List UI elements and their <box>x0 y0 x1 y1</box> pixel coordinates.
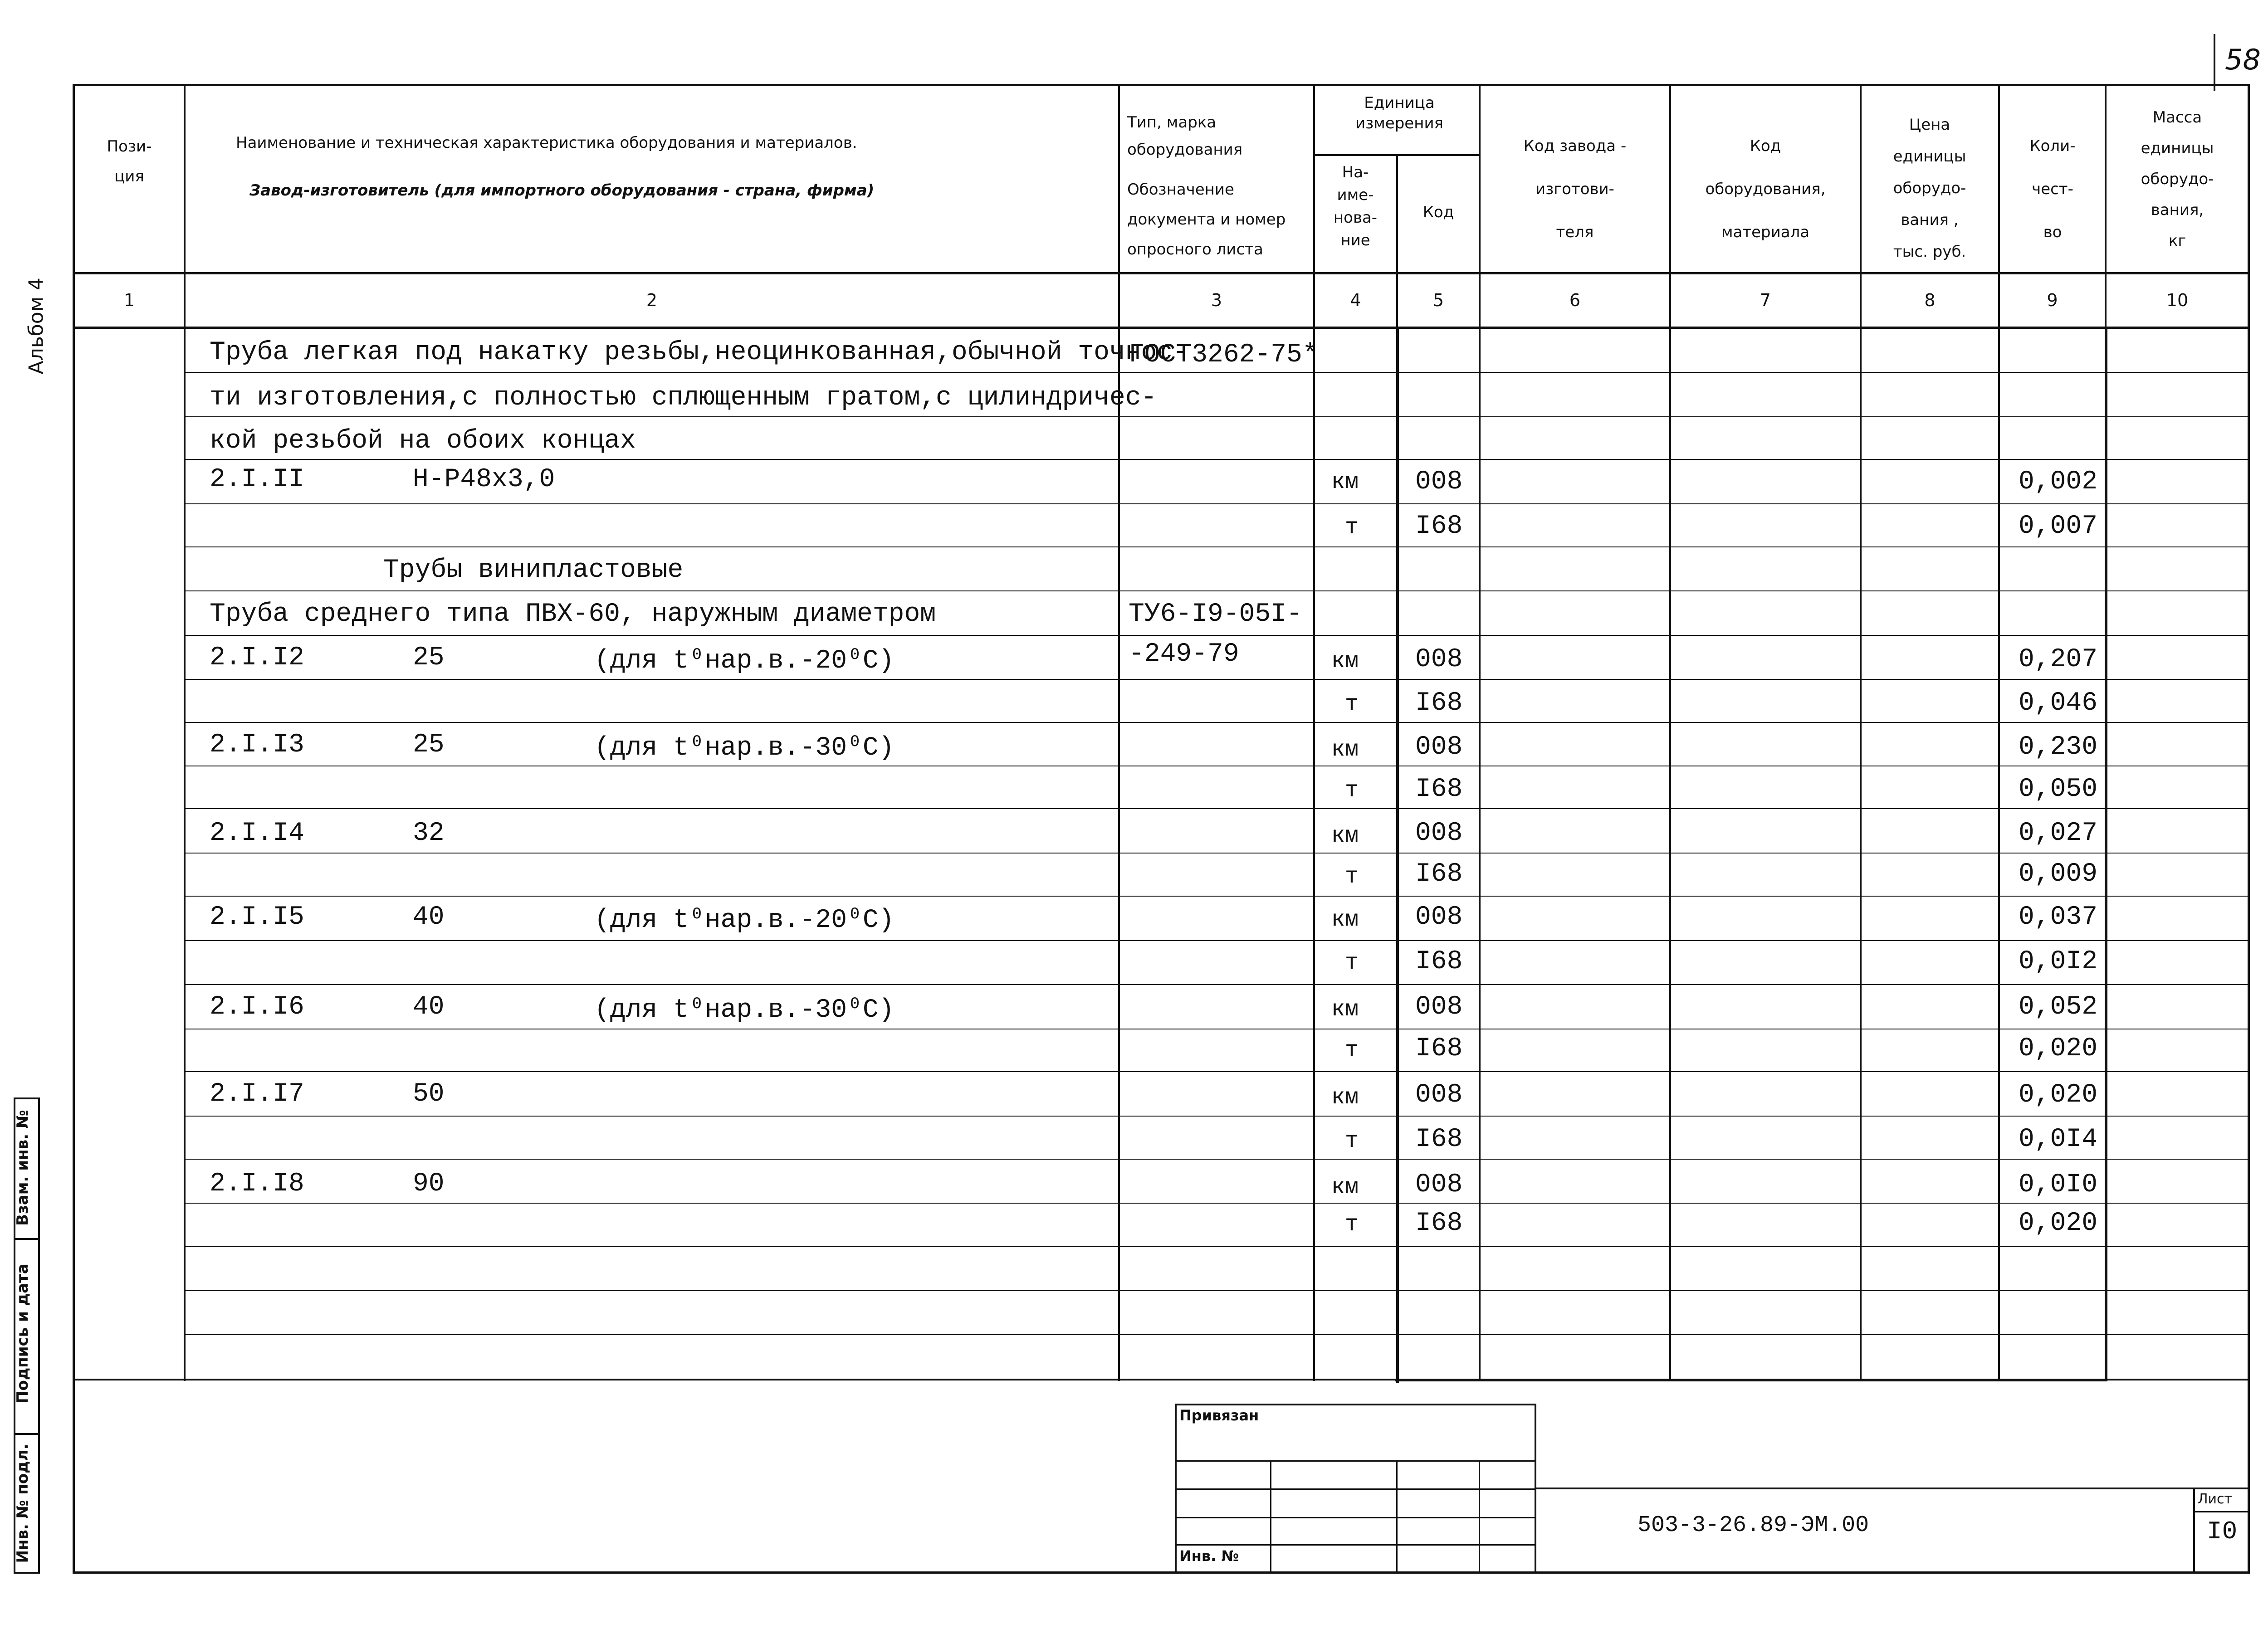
row-qty: 0,0I2 <box>2019 947 2098 976</box>
header-price: Цена единицы оборудо- вания , тыс. руб. <box>1893 116 1966 261</box>
row-unit: км <box>1331 997 1359 1023</box>
row-unit: т <box>1345 692 1359 717</box>
header-type: Тип, марка оборудования <box>1127 113 1243 159</box>
row-code: 008 <box>1415 732 1463 762</box>
row-code: 008 <box>1415 819 1463 848</box>
row-size: 40 <box>413 902 445 932</box>
row-name: Труба среднего типа ПВХ-60, наружным диаметром <box>210 600 936 629</box>
row-code: I68 <box>1415 947 1463 976</box>
sheet-number: I0 <box>2207 1517 2238 1546</box>
row-qty: 0,009 <box>2019 859 2098 889</box>
row-unit: т <box>1345 1128 1359 1154</box>
row-size: 25 <box>413 730 445 760</box>
row-unit: км <box>1331 737 1359 763</box>
row-qty: 0,007 <box>2019 512 2098 541</box>
col-number-1: 1 <box>123 290 135 310</box>
row-unit: км <box>1331 907 1359 933</box>
row-position: 2.I.I2 <box>210 643 304 673</box>
row-unit: км <box>1331 649 1359 674</box>
stamp-privyazan: Привязан <box>1179 1407 1259 1424</box>
stamp-inv-podl: Инв. № подл. <box>14 1444 32 1563</box>
header-unit-name: На- име- нова- ние <box>1333 163 1378 249</box>
col-number-6: 6 <box>1569 290 1581 310</box>
row-qty: 0,230 <box>2019 732 2098 762</box>
row-doc: -249-79 <box>1129 639 1239 669</box>
row-name: кой резьбой на обоих концах <box>210 426 636 456</box>
row-unit: т <box>1345 1038 1359 1063</box>
row-unit: т <box>1345 1212 1359 1238</box>
row-qty: 0,020 <box>2019 1080 2098 1110</box>
col-number-3: 3 <box>1211 290 1222 310</box>
row-code: 008 <box>1415 467 1463 497</box>
row-code: 008 <box>1415 992 1463 1022</box>
row-qty: 0,020 <box>2019 1209 2098 1238</box>
row-size: 40 <box>413 992 445 1022</box>
document-code: 503-3-26.89-ЭМ.00 <box>1637 1512 1869 1538</box>
stamp-vzam-inv: Взам. инв. № <box>14 1110 32 1226</box>
row-position: 2.I.II <box>210 465 304 494</box>
row-position: 2.I.I7 <box>210 1079 304 1109</box>
row-code: I68 <box>1415 1034 1463 1063</box>
row-qty: 0,207 <box>2019 645 2098 674</box>
header-unit-code: Код <box>1422 203 1454 221</box>
row-size: 50 <box>413 1079 445 1109</box>
header-factory-code: Код завода - изготови- теля <box>1523 137 1627 241</box>
row-unit: т <box>1345 950 1359 976</box>
row-qty: 0,020 <box>2019 1034 2098 1063</box>
row-unit: т <box>1345 778 1359 804</box>
row-code: 008 <box>1415 645 1463 674</box>
row-qty: 0,0I4 <box>2019 1125 2098 1154</box>
row-note: (для t⁰нар.в.-30⁰С) <box>594 995 894 1025</box>
row-code: I68 <box>1415 688 1463 718</box>
row-qty: 0,046 <box>2019 688 2098 718</box>
row-unit: т <box>1345 864 1359 890</box>
row-unit: км <box>1331 1175 1359 1200</box>
header-unit: Единица измерения <box>1355 94 1444 132</box>
col-number-4: 4 <box>1350 290 1361 310</box>
stamp-signature-date: Подпись и дата <box>14 1263 32 1404</box>
row-size: Н-Р48х3,0 <box>413 465 555 494</box>
header-name-line2: Завод-изготовитель (для импортного оборудования - страна, фирма) <box>249 181 875 200</box>
row-doc: ГОСТ3262-75* <box>1129 340 1318 370</box>
col-number-10: 10 <box>2166 290 2189 310</box>
header-quantity: Коли- чест- во <box>2029 137 2076 241</box>
col-number-7: 7 <box>1760 290 1771 310</box>
row-size: 32 <box>413 819 445 848</box>
stamp-inv-no: Инв. № <box>1179 1547 1239 1565</box>
row-qty: 0,0I0 <box>2019 1170 2098 1200</box>
row-qty: 0,002 <box>2019 467 2098 497</box>
row-code: I68 <box>1415 1125 1463 1154</box>
row-position: 2.I.I3 <box>210 730 304 760</box>
row-code: I68 <box>1415 1209 1463 1238</box>
row-code: 008 <box>1415 1080 1463 1110</box>
header-position: Пози- ция <box>107 137 152 185</box>
row-unit: км <box>1331 1085 1359 1111</box>
row-qty: 0,050 <box>2019 775 2098 804</box>
row-qty: 0,052 <box>2019 992 2098 1022</box>
row-code: I68 <box>1415 512 1463 541</box>
row-doc: ТУ6-I9-05I- <box>1129 600 1302 629</box>
row-position: 2.I.I4 <box>210 819 304 848</box>
row-size: 25 <box>413 643 445 673</box>
header-mass: Масса единицы оборудо- вания, кг <box>2141 108 2214 250</box>
row-note: (для t⁰нар.в.-30⁰С) <box>594 733 894 763</box>
col-number-5: 5 <box>1432 290 1444 310</box>
row-position: 2.I.I6 <box>210 992 304 1022</box>
header-equipment-code: Код оборудования, материала <box>1705 137 1826 241</box>
col-number-8: 8 <box>1924 290 1936 310</box>
header-name-line1: Наименование и техническая характеристика оборудования и материалов. <box>236 134 857 152</box>
row-position: 2.I.I5 <box>210 902 304 932</box>
section-title: Трубы винипластовые <box>383 556 684 585</box>
col-number-9: 9 <box>2047 290 2058 310</box>
row-size: 90 <box>413 1169 445 1199</box>
row-name: Труба легкая под накатку резьбы,неоцинкованная,обычной точнос- <box>210 338 1188 367</box>
col-number-2: 2 <box>646 290 658 310</box>
row-note: (для t⁰нар.в.-20⁰С) <box>594 646 894 676</box>
row-unit: км <box>1331 469 1359 495</box>
header-doc: Обозначение документа и номер опросного листа <box>1127 180 1286 259</box>
album-label: Альбом 4 <box>24 278 48 375</box>
row-name: ти изготовления,с полностью сплющенным гратом,с цилиндричес- <box>210 383 1157 413</box>
row-code: I68 <box>1415 859 1463 889</box>
row-position: 2.I.I8 <box>210 1169 304 1199</box>
row-qty: 0,027 <box>2019 819 2098 848</box>
row-qty: 0,037 <box>2019 902 2098 932</box>
row-code: I68 <box>1415 775 1463 804</box>
row-code: 008 <box>1415 1170 1463 1200</box>
row-unit: км <box>1331 823 1359 849</box>
row-unit: т <box>1345 515 1359 541</box>
row-code: 008 <box>1415 902 1463 932</box>
page-number-top: 58 <box>2225 43 2261 76</box>
row-note: (для t⁰нар.в.-20⁰С) <box>594 906 894 935</box>
sheet-label: Лист <box>2198 1491 2233 1507</box>
